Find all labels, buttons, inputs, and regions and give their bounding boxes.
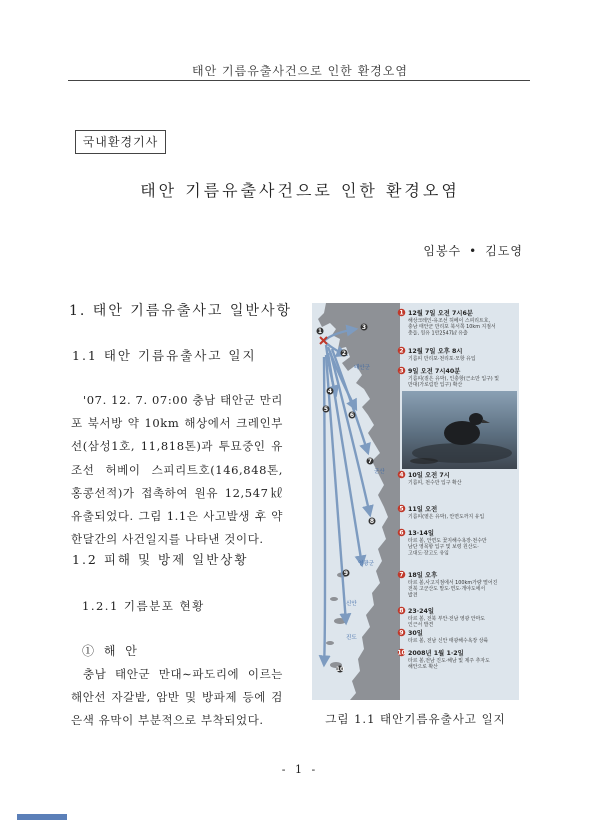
event-1-desc: 해상크레인-유조선 허베이 스피리트호, <box>408 318 491 324</box>
svg-text:4: 4 <box>327 388 333 395</box>
heading-section-1: 1. 태안 기름유출사고 일반사항 <box>69 303 292 319</box>
heading-section-1-2: 1.2 피해 및 방제 일반상황 <box>72 552 249 567</box>
author-separator: • <box>469 244 478 258</box>
map-label-jindo: 진도 <box>346 635 357 641</box>
island <box>330 597 338 601</box>
event-1-desc: 충남 태안군 만리포 북서쪽 10km 지점서 <box>408 324 496 331</box>
event-3-number: 3 <box>399 367 404 375</box>
svg-text:10: 10 <box>335 666 345 673</box>
svg-text:6: 6 <box>349 412 355 419</box>
event-6-title: 13·14일 <box>408 530 435 537</box>
author-first: 임봉수 <box>423 244 462 258</box>
event-8-number: 8 <box>399 607 404 615</box>
event-3-desc: 만대(가로림만 입구) 확산 <box>408 382 463 389</box>
timeline-map-svg <box>312 303 519 700</box>
event-1-number: 1 <box>399 309 404 317</box>
event-10-desc: 해안으로 확산 <box>408 664 438 671</box>
author-second: 김도영 <box>485 244 523 258</box>
event-6-desc: 남단 영목항 입구 및 보령 원산도· <box>408 544 479 551</box>
section-label: 국내환경기사 <box>75 130 166 154</box>
event-9-title: 30일 <box>408 630 423 637</box>
svg-text:8: 8 <box>369 518 375 525</box>
event-2-title: 12월 7일 오후 8시 <box>408 348 463 355</box>
event-7-title: 18일 오후 <box>408 572 438 579</box>
heading-section-1-2-1: 1.2.1 기름분포 현황 <box>82 599 205 613</box>
event-4-desc: 기름띠, 천수만 입구 확산 <box>408 480 462 486</box>
event-5-title: 11일 오전 <box>408 506 438 513</box>
figure-caption: 그림 1.1 태안기름유출사고 일지 <box>325 712 506 726</box>
event-9-number: 9 <box>399 629 404 637</box>
event-4-number: 4 <box>399 471 404 479</box>
event-3-desc: 기름띠(짙은 유막), 인충항(근소만 입구) 및 <box>408 376 499 382</box>
svg-text:1: 1 <box>317 328 323 335</box>
svg-text:9: 9 <box>343 570 349 577</box>
event-10-title: 2008년 1월 1·2일 <box>408 650 464 657</box>
event-4-title: 10일 오전 7시 <box>408 472 450 479</box>
svg-text:3: 3 <box>361 324 367 331</box>
event-7-number: 7 <box>399 571 404 579</box>
svg-text:2: 2 <box>341 350 347 357</box>
event-8-desc: 인근서 발견 <box>408 622 434 629</box>
event-6-number: 6 <box>399 529 404 537</box>
article-title: 태안 기름유출사건으로 인한 환경오염 <box>140 181 460 200</box>
event-6-desc: 고대도·장고도 유입 <box>408 550 449 557</box>
event-1-title: 12월 7일 오전 7시6분 <box>408 310 473 317</box>
map-label-sinan: 신안 <box>346 601 357 607</box>
event-8-desc: 타르 볼, 전북 부안·전남 영광 안마도 <box>408 616 486 622</box>
event-5-number: 5 <box>399 505 404 513</box>
event-7-desc: 타르 볼,사고지점에서 100km가량 떨어진 <box>408 580 498 586</box>
event-7-desc: 발견 <box>408 592 418 599</box>
heading-section-1-1: 1.1 태안 기름유출사고 일지 <box>72 348 257 363</box>
authors <box>350 242 523 259</box>
event-2-number: 2 <box>399 347 404 355</box>
paragraph-coast: 충남 태안군 만대∼파도리에 이르는 해안선 자갈밭, 암반 및 방파제 등에 검은색 유막이 부분적으로 부착되었다. <box>71 667 283 728</box>
event-7-desc: 전북 고군산도 말도·연도·개야도에서 <box>408 586 486 593</box>
map-label-yeonggwang: 영광군 <box>358 561 374 567</box>
svg-text:7: 7 <box>367 458 373 465</box>
map-label-taean: 태안군 <box>354 365 370 371</box>
event-1-desc: 충돌, 원유 1만2547㎘ 유출 <box>408 330 468 337</box>
event-9-desc: 타르 볼, 전남 신안 태광해수욕장 상륙 <box>408 638 489 644</box>
running-header: 태안 기름유출사건으로 인한 환경오염 <box>192 64 408 78</box>
heading-item-coast: ① 해 안 <box>82 644 140 658</box>
event-6-desc: 타르 볼, 안면도 꽃지해수욕장·천수만 <box>408 538 487 544</box>
island <box>326 641 334 645</box>
event-8-title: 23·24일 <box>408 608 435 615</box>
oiled-bird-photo <box>402 391 517 469</box>
svg-text:5: 5 <box>323 406 329 413</box>
figure-accident-timeline <box>312 303 519 700</box>
event-2-desc: 기름띠 만리포·천리포·모항 유입 <box>408 356 476 362</box>
paragraph-accident-log: '07. 12. 7. 07:00 충남 태안군 만리포 북서방 약 10km 해상에서 크레인부선(삼성1호, 11,818톤)과 투묘중인 유조선 허베이 스피리트호(146,848톤, 홍콩선적)가 접촉하여 원유 12,547㎘ 유출되었다. 그림 1.1은 사고발생 후 약 한달간의 사건일지를 나타낸 것이다. <box>71 393 283 547</box>
page-number: - 1 - <box>281 763 319 776</box>
footer-mark <box>17 814 67 820</box>
island <box>334 618 346 624</box>
map-label-gunsan: 군산 <box>374 469 385 475</box>
header-rule <box>68 80 530 81</box>
event-5-desc: 기름띠(옅은 유막), 안면도까지 유입 <box>408 514 485 520</box>
event-10-desc: 타르 볼,전남 진도·해남 및 제주 추자도 <box>408 658 490 664</box>
event-10-number: 10 <box>397 649 406 657</box>
event-3-title: 9일 오전 7시40분 <box>408 368 461 375</box>
